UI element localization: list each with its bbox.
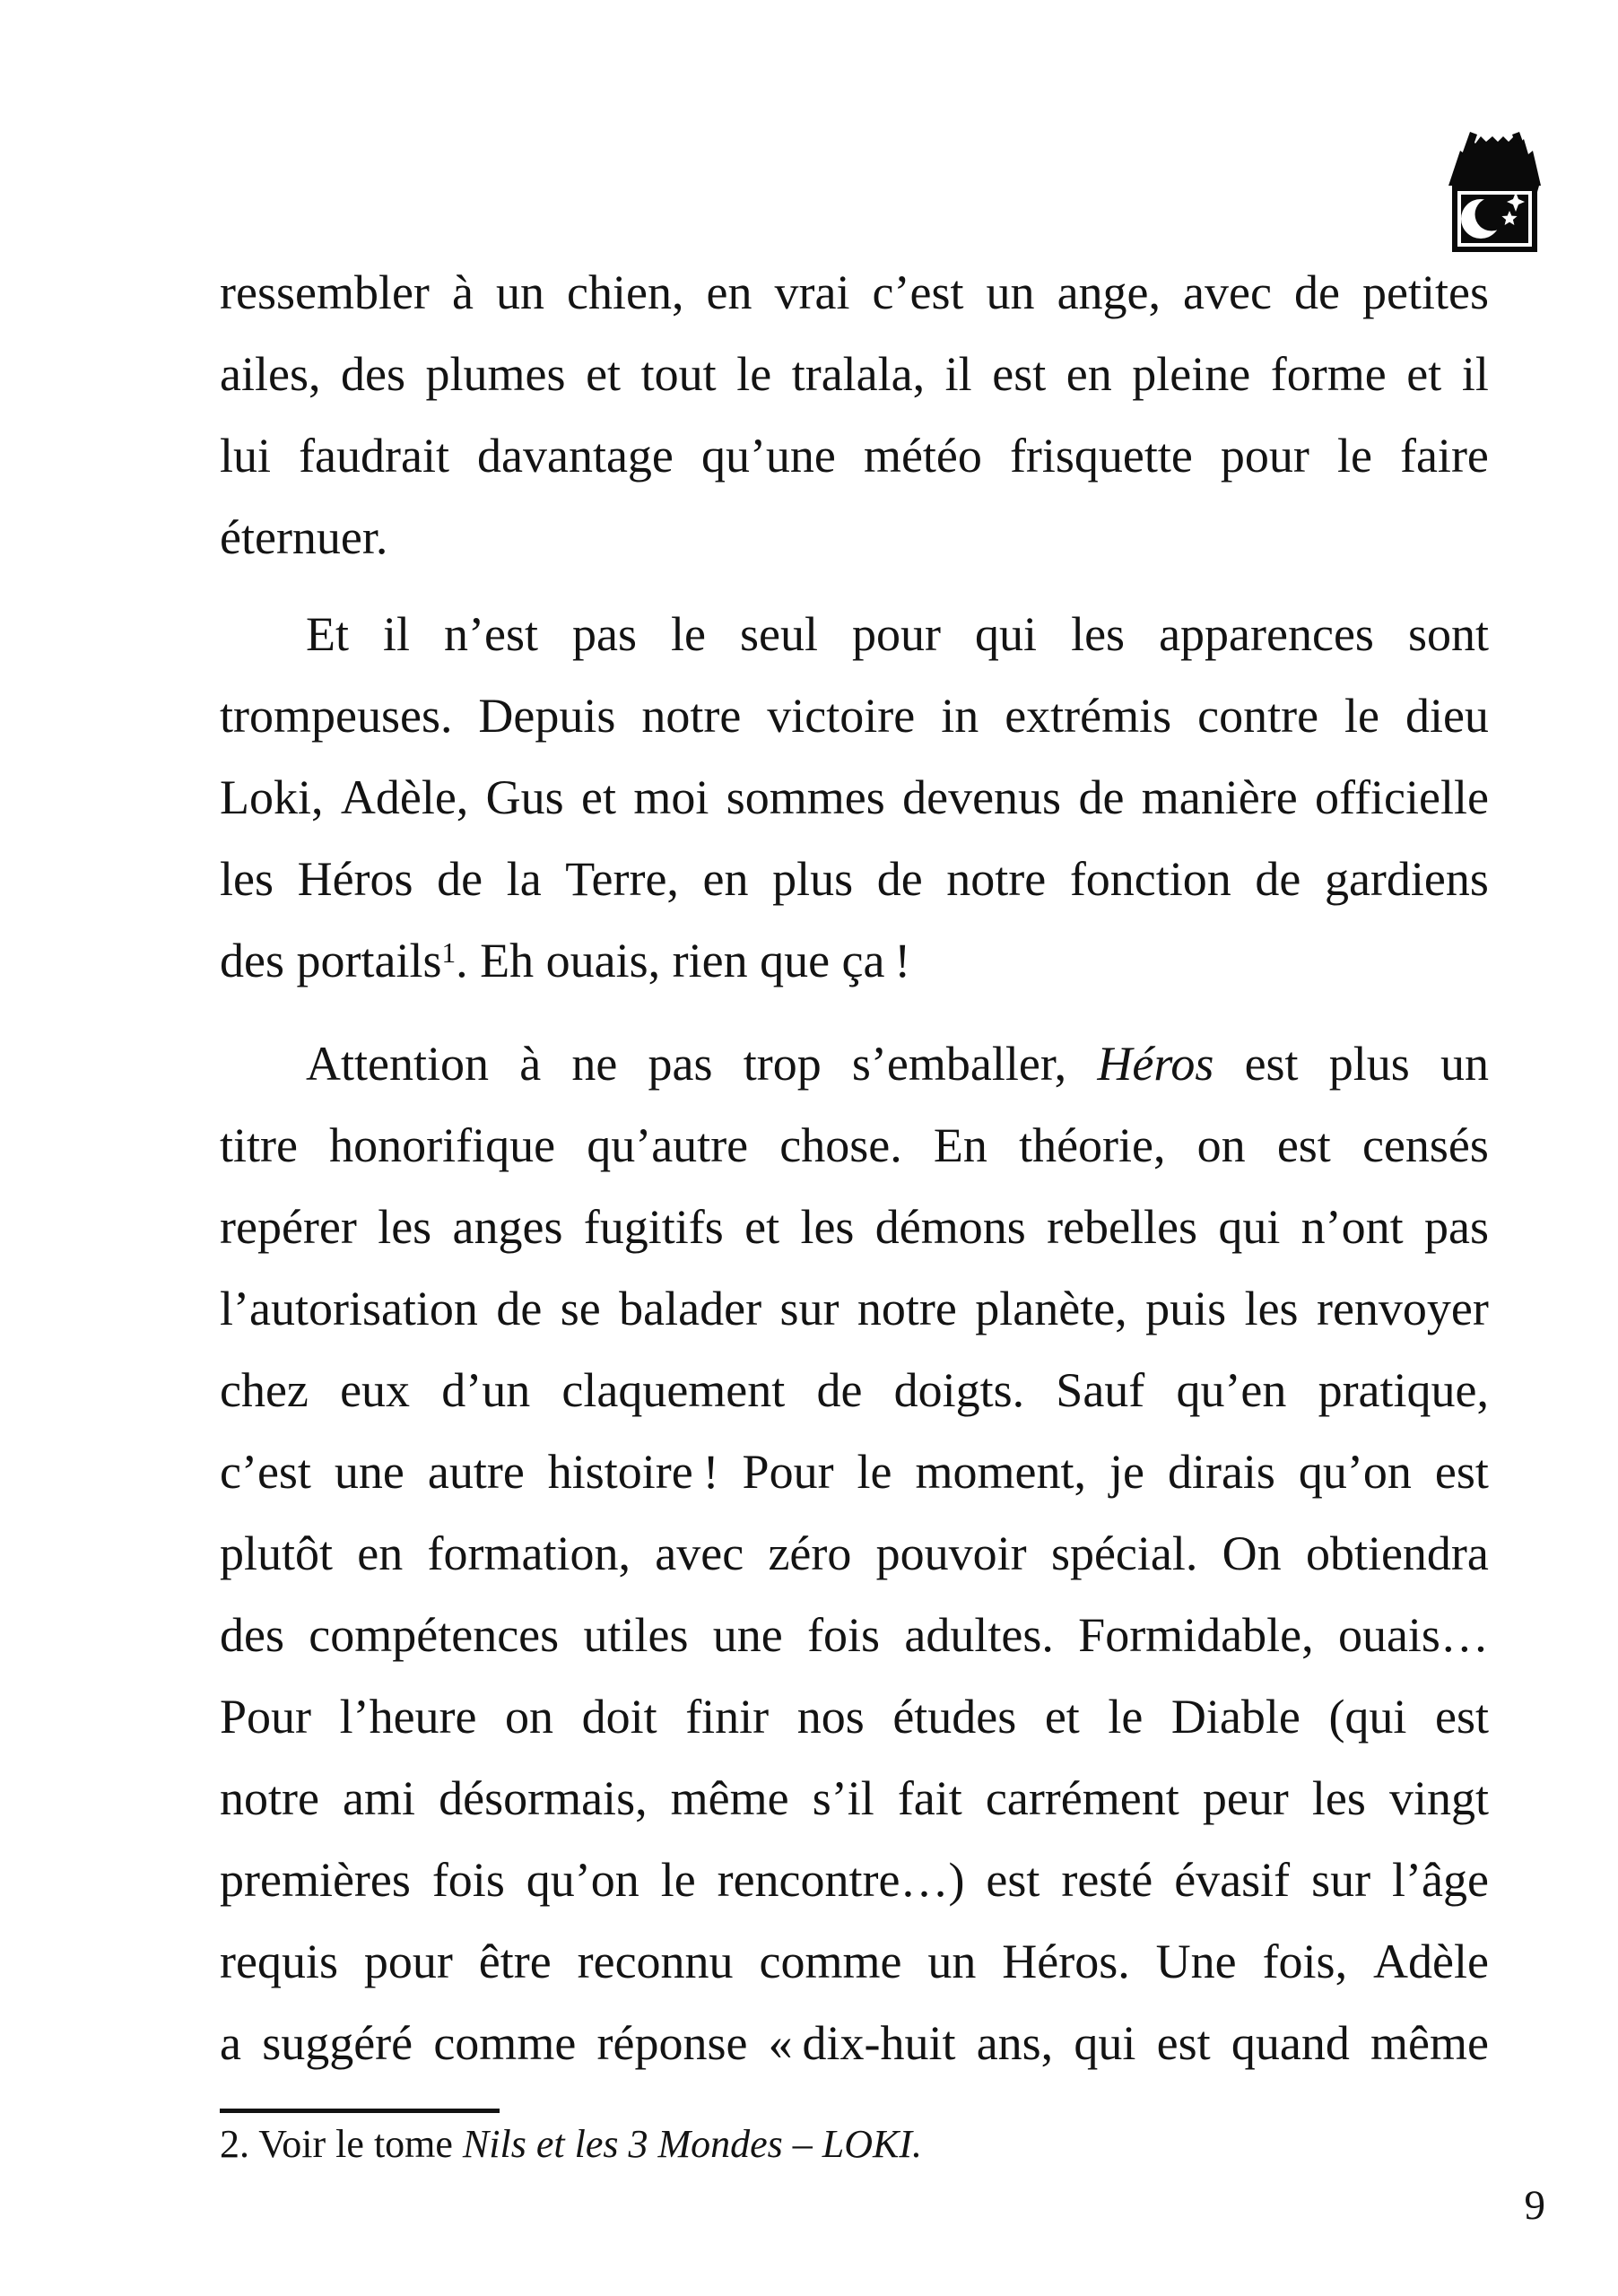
word: On bbox=[1222, 1526, 1282, 1580]
word: est bbox=[1276, 1118, 1331, 1172]
word: titre bbox=[220, 1118, 298, 1172]
word: Terre, bbox=[565, 852, 679, 906]
word: Attention bbox=[306, 1037, 489, 1091]
word: de bbox=[437, 852, 483, 906]
text-line bbox=[220, 1839, 1489, 1921]
word: l’âge bbox=[1392, 1853, 1489, 1907]
word: à bbox=[451, 265, 474, 319]
word: le bbox=[857, 1445, 892, 1499]
word: ça ! bbox=[841, 934, 911, 987]
word: fugitifs bbox=[583, 1200, 724, 1254]
text-line bbox=[220, 1187, 1489, 1268]
word: Héros bbox=[297, 852, 413, 906]
word: dieu bbox=[1405, 689, 1489, 743]
word: gardiens bbox=[1324, 852, 1489, 906]
text-line bbox=[220, 1921, 1489, 2003]
word: est bbox=[1434, 1445, 1489, 1499]
word: le bbox=[736, 347, 772, 401]
text-line bbox=[220, 252, 1489, 334]
word: c’est bbox=[220, 1445, 311, 1499]
word: trompeuses. bbox=[220, 689, 453, 743]
word: fois, bbox=[1262, 1935, 1348, 1988]
word: moi bbox=[633, 770, 709, 824]
word: les bbox=[1071, 607, 1126, 661]
word: de bbox=[876, 852, 923, 906]
word: les bbox=[1311, 1771, 1366, 1825]
word: devenus bbox=[902, 770, 1062, 824]
word: Eh bbox=[480, 934, 535, 987]
word: in bbox=[941, 689, 979, 743]
word: et bbox=[586, 347, 622, 401]
word: le bbox=[660, 1853, 696, 1907]
word: l’autorisation bbox=[220, 1282, 478, 1335]
word: ailes, bbox=[220, 347, 321, 401]
word: extrémis bbox=[1005, 689, 1172, 743]
word: « dix-huit bbox=[768, 2016, 956, 2070]
word: évasif bbox=[1174, 1853, 1291, 1907]
word: fois bbox=[807, 1608, 881, 1662]
word: d’un bbox=[441, 1363, 531, 1417]
word: Adèle bbox=[1372, 1935, 1489, 1988]
word: rencontre…) bbox=[717, 1853, 965, 1907]
word: notre bbox=[857, 1282, 957, 1335]
word: pas bbox=[648, 1037, 713, 1091]
word: petites bbox=[1362, 265, 1489, 319]
word: même bbox=[1370, 2016, 1489, 2070]
word: est bbox=[1244, 1037, 1299, 1091]
word: doit bbox=[581, 1690, 657, 1744]
word: contre bbox=[1197, 689, 1319, 743]
word: forme bbox=[1270, 347, 1387, 401]
word: Gus bbox=[485, 770, 564, 824]
word: désormais, bbox=[439, 1771, 648, 1825]
word: sur bbox=[779, 1282, 839, 1335]
word: chose. bbox=[779, 1118, 902, 1172]
word: Pour bbox=[220, 1690, 312, 1744]
word: qu’on bbox=[1298, 1445, 1412, 1499]
word: pratique, bbox=[1318, 1363, 1489, 1417]
word: sont bbox=[1407, 607, 1489, 661]
word: s’emballer, bbox=[851, 1037, 1067, 1091]
word: pour bbox=[1220, 429, 1309, 483]
word: un bbox=[1440, 1037, 1489, 1091]
word: peur bbox=[1202, 1771, 1289, 1825]
word: études bbox=[892, 1690, 1017, 1744]
word: obtiendra bbox=[1305, 1526, 1489, 1580]
word: Et bbox=[306, 607, 349, 661]
word: comme bbox=[759, 1935, 902, 1988]
word: être bbox=[478, 1935, 552, 1988]
word: notre bbox=[946, 852, 1047, 906]
word: faudrait bbox=[299, 429, 449, 483]
word: nos bbox=[796, 1690, 865, 1744]
text-line bbox=[220, 1105, 1489, 1187]
footnote bbox=[220, 2119, 1489, 2170]
word: Héros. bbox=[1002, 1935, 1130, 1988]
text-line bbox=[220, 1595, 1489, 1676]
text-line bbox=[220, 1676, 1489, 1758]
word: s’il bbox=[812, 1771, 874, 1825]
word: de bbox=[1294, 265, 1340, 319]
word: suggéré bbox=[262, 2016, 413, 2070]
word: seul bbox=[740, 607, 819, 661]
word: le bbox=[1336, 429, 1372, 483]
word: une bbox=[712, 1608, 783, 1662]
word: honorifique bbox=[329, 1118, 556, 1172]
word: ami bbox=[343, 1771, 416, 1825]
text-line bbox=[220, 2003, 1489, 2084]
word: ressembler bbox=[220, 265, 430, 319]
word: vingt bbox=[1388, 1771, 1489, 1825]
word: plus bbox=[1328, 1037, 1410, 1091]
word: sur bbox=[1311, 1853, 1371, 1907]
word: dirais bbox=[1167, 1445, 1275, 1499]
word: manière bbox=[1141, 770, 1298, 824]
word: qui bbox=[1074, 2016, 1136, 2070]
footnote-text: 2. Voir le tome bbox=[220, 2122, 463, 2166]
word: spécial. bbox=[1050, 1526, 1198, 1580]
word: sommes bbox=[726, 770, 885, 824]
word: il bbox=[944, 347, 972, 401]
word: n’ont bbox=[1300, 1200, 1404, 1254]
word: il bbox=[383, 607, 411, 661]
word: et bbox=[581, 770, 617, 824]
word: en bbox=[357, 1526, 404, 1580]
word: chien, bbox=[567, 265, 684, 319]
word: Héros bbox=[1097, 1037, 1214, 1091]
word: les bbox=[800, 1200, 855, 1254]
word: plus bbox=[772, 852, 854, 906]
word: les bbox=[220, 852, 274, 906]
word: trop bbox=[743, 1037, 822, 1091]
word: c’est bbox=[872, 265, 964, 319]
word: Pour bbox=[742, 1445, 834, 1499]
word: de bbox=[1255, 852, 1301, 906]
word: est bbox=[1156, 2016, 1211, 2070]
word: de bbox=[496, 1282, 543, 1335]
text-line bbox=[220, 757, 1489, 839]
word: anges bbox=[452, 1200, 563, 1254]
text-line bbox=[220, 1431, 1489, 1513]
word: se bbox=[560, 1282, 601, 1335]
word: en bbox=[706, 265, 752, 319]
word: lui bbox=[220, 429, 272, 483]
word: Depuis bbox=[478, 689, 616, 743]
word: qui bbox=[1218, 1200, 1281, 1254]
footnote-rule bbox=[220, 2109, 500, 2113]
word: victoire bbox=[767, 689, 916, 743]
word: chez bbox=[220, 1363, 309, 1417]
word: en bbox=[1066, 347, 1112, 401]
word: formation, bbox=[427, 1526, 631, 1580]
footnote-book-title: Nils et les 3 Mondes – LOKI. bbox=[462, 2122, 923, 2166]
text-line bbox=[220, 594, 1489, 675]
word: en bbox=[702, 852, 749, 906]
word: Une bbox=[1155, 1935, 1237, 1988]
word: démons bbox=[874, 1200, 1026, 1254]
text-line bbox=[220, 1350, 1489, 1431]
word: plutôt bbox=[220, 1526, 334, 1580]
word: eux bbox=[340, 1363, 411, 1417]
word: pour bbox=[363, 1935, 453, 1988]
paragraph bbox=[220, 1023, 1489, 2084]
word: frisquette bbox=[1009, 429, 1193, 483]
text-line bbox=[220, 839, 1489, 920]
word: météo bbox=[863, 429, 982, 483]
word: ouais, bbox=[545, 934, 661, 987]
word: ans, bbox=[976, 2016, 1054, 2070]
word: notre bbox=[220, 1771, 319, 1825]
word: reconnu bbox=[577, 1935, 734, 1988]
word: pas bbox=[1424, 1200, 1489, 1254]
word: Diable bbox=[1170, 1690, 1300, 1744]
word: des bbox=[220, 1608, 284, 1662]
word: renvoyer bbox=[1316, 1282, 1489, 1335]
word: est bbox=[992, 347, 1047, 401]
word: qu’une bbox=[700, 429, 836, 483]
word: tout bbox=[640, 347, 717, 401]
word: comme bbox=[433, 2016, 577, 2070]
word: notre bbox=[641, 689, 742, 743]
word: les bbox=[1244, 1282, 1299, 1335]
text-line bbox=[220, 1268, 1489, 1350]
word: quand bbox=[1231, 2016, 1350, 2070]
word: a bbox=[220, 2016, 241, 2070]
word: on bbox=[505, 1690, 554, 1744]
text-line bbox=[220, 1513, 1489, 1595]
word: il bbox=[1461, 347, 1489, 401]
word: Formidable, bbox=[1078, 1608, 1314, 1662]
word: portails$^1$. bbox=[296, 934, 468, 987]
word: qui bbox=[975, 607, 1038, 661]
paragraph bbox=[220, 594, 1489, 1008]
word: théorie, bbox=[1019, 1118, 1166, 1172]
word: officielle bbox=[1315, 770, 1489, 824]
word: un bbox=[495, 265, 544, 319]
word: ouais… bbox=[1337, 1608, 1489, 1662]
page-number: 9 bbox=[1524, 2182, 1545, 2229]
word: une bbox=[334, 1445, 404, 1499]
word: à bbox=[519, 1037, 542, 1091]
word: adultes. bbox=[904, 1608, 1054, 1662]
word: apparences bbox=[1159, 607, 1374, 661]
text-line bbox=[220, 920, 1489, 1008]
word: un bbox=[927, 1935, 977, 1988]
word: balader bbox=[619, 1282, 762, 1335]
word: davantage bbox=[477, 429, 674, 483]
word: pas bbox=[572, 607, 638, 661]
word: resté bbox=[1061, 1853, 1153, 1907]
word: réponse bbox=[596, 2016, 748, 2070]
word: claquement bbox=[561, 1363, 786, 1417]
word: histoire ! bbox=[547, 1445, 719, 1499]
text-line bbox=[220, 415, 1489, 497]
word: planète, bbox=[975, 1282, 1127, 1335]
word: le bbox=[1108, 1690, 1144, 1744]
word: vrai bbox=[774, 265, 850, 319]
word: pouvoir bbox=[875, 1526, 1027, 1580]
word: avec bbox=[1183, 265, 1272, 319]
word: premières bbox=[220, 1853, 411, 1907]
paragraph bbox=[220, 252, 1489, 578]
word: requis bbox=[220, 1935, 338, 1988]
word: moment, bbox=[915, 1445, 1086, 1499]
word: censés bbox=[1361, 1118, 1489, 1172]
word: puis bbox=[1145, 1282, 1227, 1335]
word: rien bbox=[672, 934, 748, 987]
word: des bbox=[220, 934, 284, 987]
word: utiles bbox=[583, 1608, 689, 1662]
word: pour bbox=[852, 607, 942, 661]
word: la bbox=[506, 852, 542, 906]
word: ne bbox=[571, 1037, 618, 1091]
word: n’est bbox=[444, 607, 539, 661]
word: l’heure bbox=[339, 1690, 477, 1744]
word: fois bbox=[431, 1853, 505, 1907]
word: En bbox=[933, 1118, 987, 1172]
word: tralala, bbox=[791, 347, 926, 401]
word: le bbox=[1344, 689, 1379, 743]
word: autre bbox=[427, 1445, 525, 1499]
word: est bbox=[986, 1853, 1040, 1907]
word: ange, bbox=[1057, 265, 1161, 319]
word: je bbox=[1109, 1445, 1144, 1499]
word: plumes bbox=[425, 347, 566, 401]
word: un bbox=[986, 265, 1035, 319]
word: qu’en bbox=[1176, 1363, 1287, 1417]
word: fonction bbox=[1069, 852, 1231, 906]
text-line bbox=[220, 675, 1489, 757]
word: qu’on bbox=[526, 1853, 639, 1907]
word: et bbox=[1406, 347, 1442, 401]
word: éternuer. bbox=[220, 510, 388, 564]
publisher-house-moon-logo-icon bbox=[1447, 126, 1543, 257]
word: zéro bbox=[768, 1526, 852, 1580]
word: carrément bbox=[985, 1771, 1179, 1825]
word: et bbox=[744, 1200, 780, 1254]
word: le bbox=[671, 607, 707, 661]
word: faire bbox=[1399, 429, 1489, 483]
word: et bbox=[1044, 1690, 1080, 1744]
word: Loki, bbox=[220, 770, 324, 824]
text-line bbox=[220, 497, 1489, 578]
text-line bbox=[220, 334, 1489, 415]
word: compétences bbox=[309, 1608, 560, 1662]
word: doigts. bbox=[893, 1363, 1025, 1417]
word: on bbox=[1196, 1118, 1246, 1172]
word: même bbox=[670, 1771, 789, 1825]
word: pleine bbox=[1132, 347, 1251, 401]
word: repérer bbox=[220, 1200, 357, 1254]
word: de bbox=[816, 1363, 863, 1417]
word: Sauf bbox=[1056, 1363, 1145, 1417]
word: Adèle, bbox=[340, 770, 469, 824]
text-line bbox=[220, 1758, 1489, 1839]
word: (qui bbox=[1328, 1690, 1407, 1744]
word: que bbox=[760, 934, 831, 987]
word: avec bbox=[655, 1526, 744, 1580]
text-line bbox=[220, 1023, 1489, 1105]
word: des bbox=[341, 347, 405, 401]
body-text bbox=[220, 252, 1489, 2084]
word: les bbox=[378, 1200, 432, 1254]
word: qu’autre bbox=[587, 1118, 749, 1172]
word: finir bbox=[685, 1690, 770, 1744]
word: est bbox=[1435, 1690, 1489, 1744]
word: fait bbox=[897, 1771, 962, 1825]
word: de bbox=[1078, 770, 1125, 824]
word: rebelles bbox=[1047, 1200, 1197, 1254]
